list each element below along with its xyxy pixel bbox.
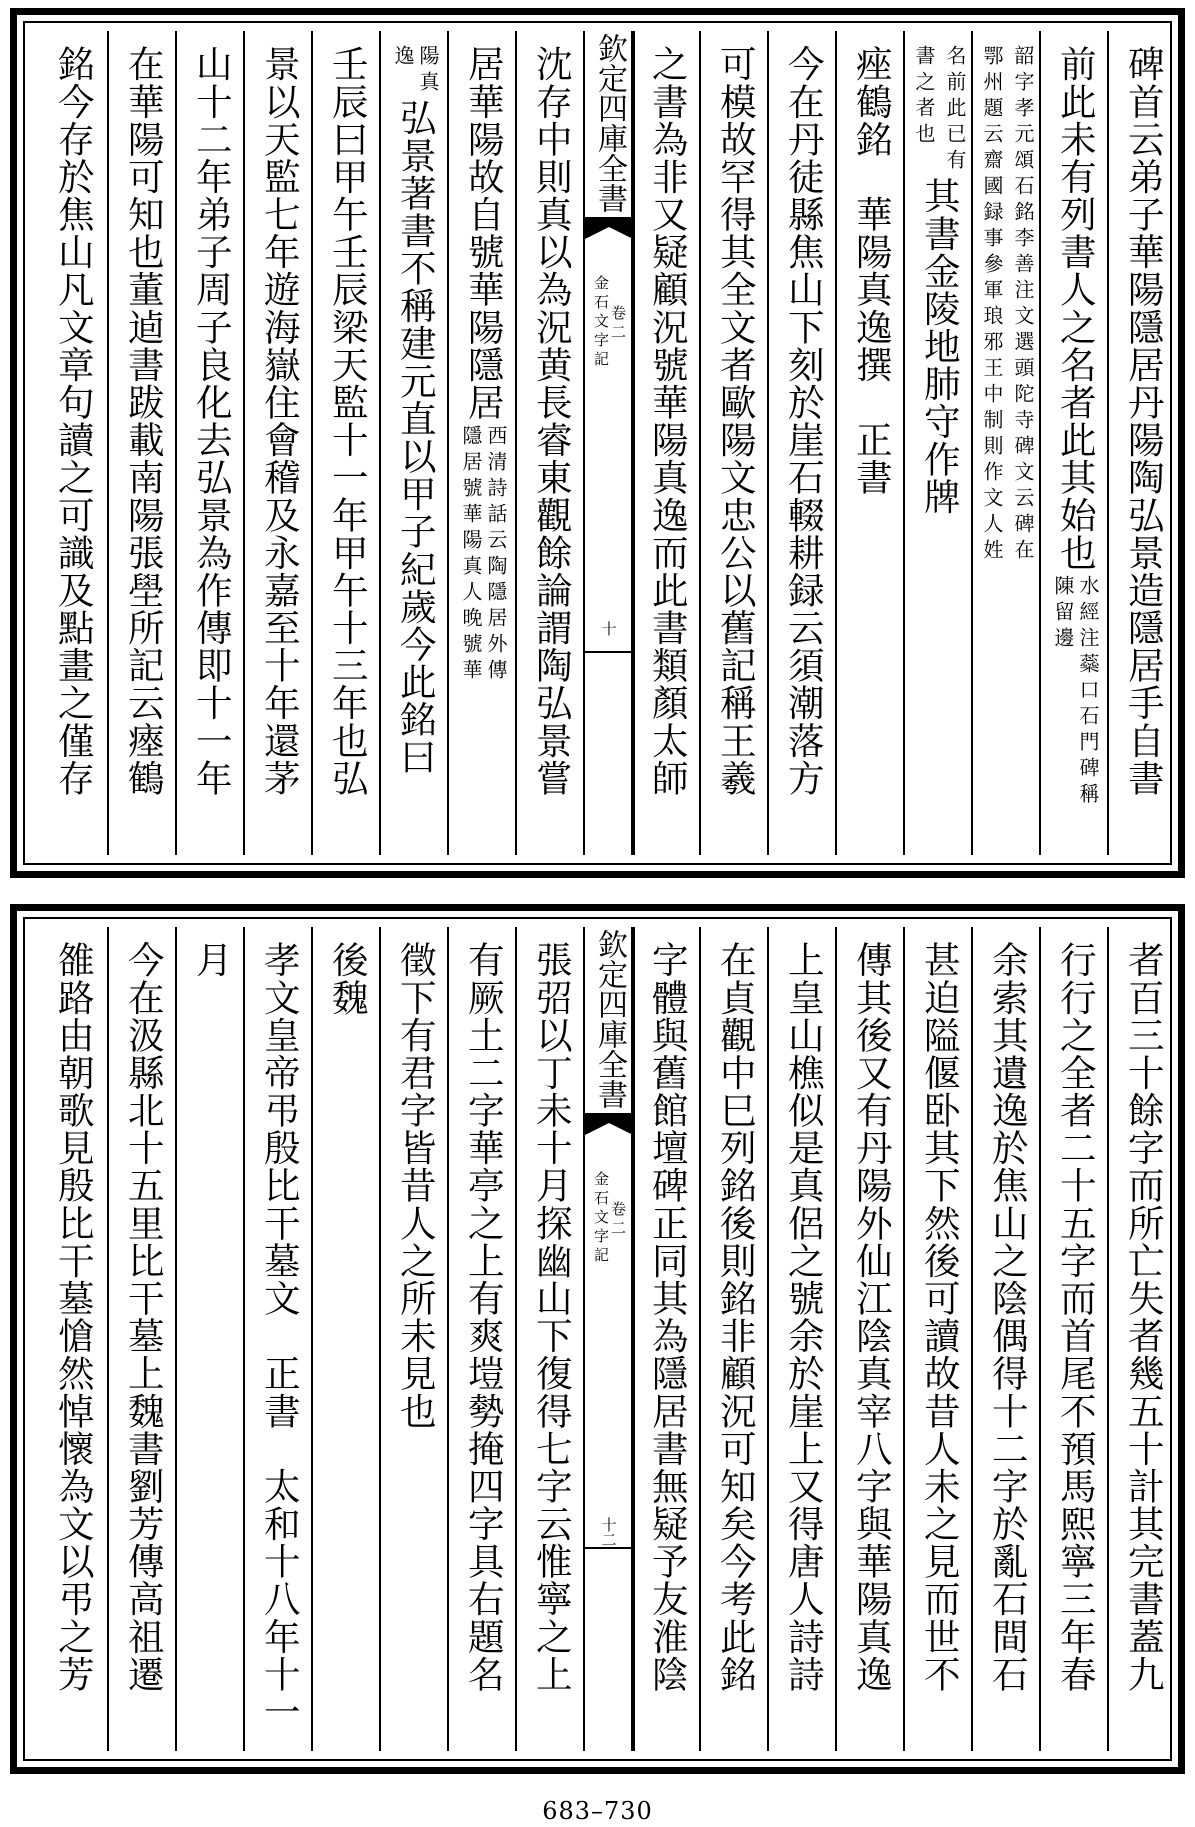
column-text: 行行之全者二十五字而首尾不預馬熙寧三年春 (1054, 941, 1098, 1693)
column-text: 雒路由朝歌見殷比干墓愴然悼懷為文以弔之芳 (52, 941, 96, 1693)
text-column (107, 31, 177, 855)
column-text: 甚迫隘偃卧其下然後可讀故昔人未之見而世不 (918, 941, 962, 1693)
gutter-page-number: 十二 (599, 1517, 618, 1547)
column-text: 者百三十餘字而所亡失者幾五十計其完書蓋九 (1122, 941, 1166, 1693)
gutter-page-number: 十 (599, 621, 618, 636)
column-text: 沈存中則真以為況黄長睿東觀餘論謂陶弘景嘗 (530, 45, 574, 797)
page-footer-number: 683–730 (542, 1797, 653, 1825)
gutter-subtitle (593, 1141, 625, 1266)
column-text: 在貞觀中巳列銘後則銘非顧況可知矣今考此銘 (714, 941, 758, 1693)
column-text: 傳其後又有丹陽外仙江陰真宰八字與華陽真逸 (850, 941, 894, 1693)
column-text: 銘今存於焦山凡文章句讀之可識及點畫之僅存 (52, 45, 96, 797)
annotation (1052, 575, 1098, 809)
column-text: 弘景著書不稱建元直以甲子紀歲今此銘曰 (394, 99, 438, 776)
panel-frame (23, 917, 1172, 1761)
gutter-book-title: 金石文字記 (592, 275, 610, 370)
gutter-book-title: 金石文字記 (592, 1171, 610, 1266)
text-column (243, 927, 313, 1751)
text-column (175, 31, 245, 855)
gutter-title: 欽定四庫全書 (592, 929, 627, 1109)
text-column (175, 927, 245, 1751)
text-column (243, 31, 313, 855)
column-text: 徵下有君字皆昔人之所未見也 (394, 941, 438, 1430)
text-column (835, 927, 905, 1751)
annotation (460, 425, 506, 685)
text-column (1039, 31, 1109, 855)
mixed-line (913, 45, 965, 175)
column-text: 今在汲縣北十五里比干墓上魏書劉芳傳高祖遷 (122, 941, 166, 1693)
annotation-text: 西清詩話云陶隱居外傳 (484, 424, 508, 685)
column-text: 景以天監七年遊海嶽住會稽及永嘉至十年還茅 (258, 45, 302, 797)
column-text: 痤鶴銘 華陽真逸撰 正書 (850, 45, 894, 497)
text-column (631, 927, 701, 1751)
text-column (447, 31, 517, 855)
annotation-text: 陽真 (416, 45, 440, 97)
annotation-column (903, 31, 973, 855)
text-column (903, 927, 973, 1751)
column-text: 字體與舊館壇碑正同其為隱居書無疑予友淮陰 (646, 941, 690, 1693)
page-gutter (583, 927, 635, 1751)
gutter-volume: 卷二 (609, 1201, 627, 1239)
text-column (699, 927, 769, 1751)
fish-tail-mark-icon (585, 1113, 633, 1141)
annotation-text: 書之者也 (912, 45, 936, 149)
text-column (311, 927, 381, 1751)
column-text: 今在丹徒縣焦山下刻於崖石輟耕録云須潮落方 (782, 45, 826, 797)
text-column (447, 927, 517, 1751)
text-column (971, 927, 1041, 1751)
column-text: 余索其遺逸於焦山之陰偶得十二字於亂石間石 (986, 941, 1030, 1693)
dynasty-heading: 後魏 (326, 941, 370, 1017)
column-text: 有厥土二字華亭之上有爽塏勢掩四字具右題名 (462, 941, 506, 1693)
page-gutter (583, 31, 635, 855)
fish-tail-mark-icon (585, 217, 633, 245)
column-text: 山十二年弟子周子良化去弘景為作傳即十一年 (190, 45, 234, 797)
text-column (835, 31, 905, 855)
text-column (39, 927, 107, 1751)
mixed-line (392, 45, 438, 97)
column-text: 之書為非又疑顧況號華陽真逸而此書類顏太師 (646, 45, 690, 797)
column-text: 居華陽故自號華陽隱居 (462, 45, 506, 421)
text-column (311, 31, 381, 855)
column-text: 上皇山樵似是真侶之號余於崖上又得唐人詩詩 (782, 941, 826, 1693)
panel-frame (23, 21, 1172, 865)
column-text: 孝文皇帝弔殷比干墓文 正書 太和十八年十一 (258, 941, 302, 1731)
annotation (981, 45, 1033, 565)
text-column (107, 927, 177, 1751)
annotation-text: 水經注蘂口石門碑稱 (1076, 575, 1100, 810)
column-text: 前此未有列書人之名者此其始也 (1054, 45, 1098, 572)
column-text: 可模故罕得其全文者歐陽文忠公以舊記稱王羲 (714, 45, 758, 797)
text-column (1107, 927, 1177, 1751)
annotation (913, 45, 965, 175)
text-column (1039, 927, 1109, 1751)
annotation-text: 陳留邊 (1051, 575, 1075, 654)
annotation-text: 鄂州題云齋國録事參軍琅邪王中制則作文人姓 (980, 45, 1004, 565)
annotation-text: 逸 (391, 45, 415, 71)
text-column (515, 31, 585, 855)
text-column (631, 31, 701, 855)
annotation (392, 45, 438, 97)
text-column (379, 31, 449, 855)
gutter-subtitle (593, 245, 625, 370)
gutter-rule (585, 1547, 633, 1549)
annotation-text: 隱居號華陽真人晚號華 (459, 424, 483, 685)
page-panel-top (10, 8, 1185, 878)
text-column (379, 927, 449, 1751)
text-column (515, 927, 585, 1751)
text-column (1107, 31, 1177, 855)
column-text: 在華陽可知也董逌書跋載南陽張壆所記云瘞鶴 (122, 45, 166, 797)
page-panel-bottom (10, 904, 1185, 1774)
text-column (767, 31, 837, 855)
text-column (699, 31, 769, 855)
text-column (39, 31, 107, 855)
column-text: 碑首云弟子華陽隱居丹陽陶弘景造隱居手自書 (1122, 45, 1166, 797)
column-text: 壬辰曰甲午壬辰梁天監十一年甲午十三年也弘 (326, 45, 370, 797)
gutter-rule (585, 651, 633, 653)
column-text: 其書金陵地肺守作牌 (918, 177, 962, 516)
annotation-text: 名前此已有 (943, 45, 967, 175)
annotation-text: 韶字孝元頌石銘李善注文選頭陀寺碑文云碑在 (1011, 45, 1035, 565)
column-text: 張弨以丁未十月探幽山下復得七字云惟寧之上 (530, 941, 574, 1693)
text-column (767, 927, 837, 1751)
gutter-title: 欽定四庫全書 (592, 33, 627, 213)
gutter-volume: 卷二 (609, 305, 627, 343)
column-text: 月 (190, 941, 234, 979)
annotation-column (971, 31, 1041, 855)
